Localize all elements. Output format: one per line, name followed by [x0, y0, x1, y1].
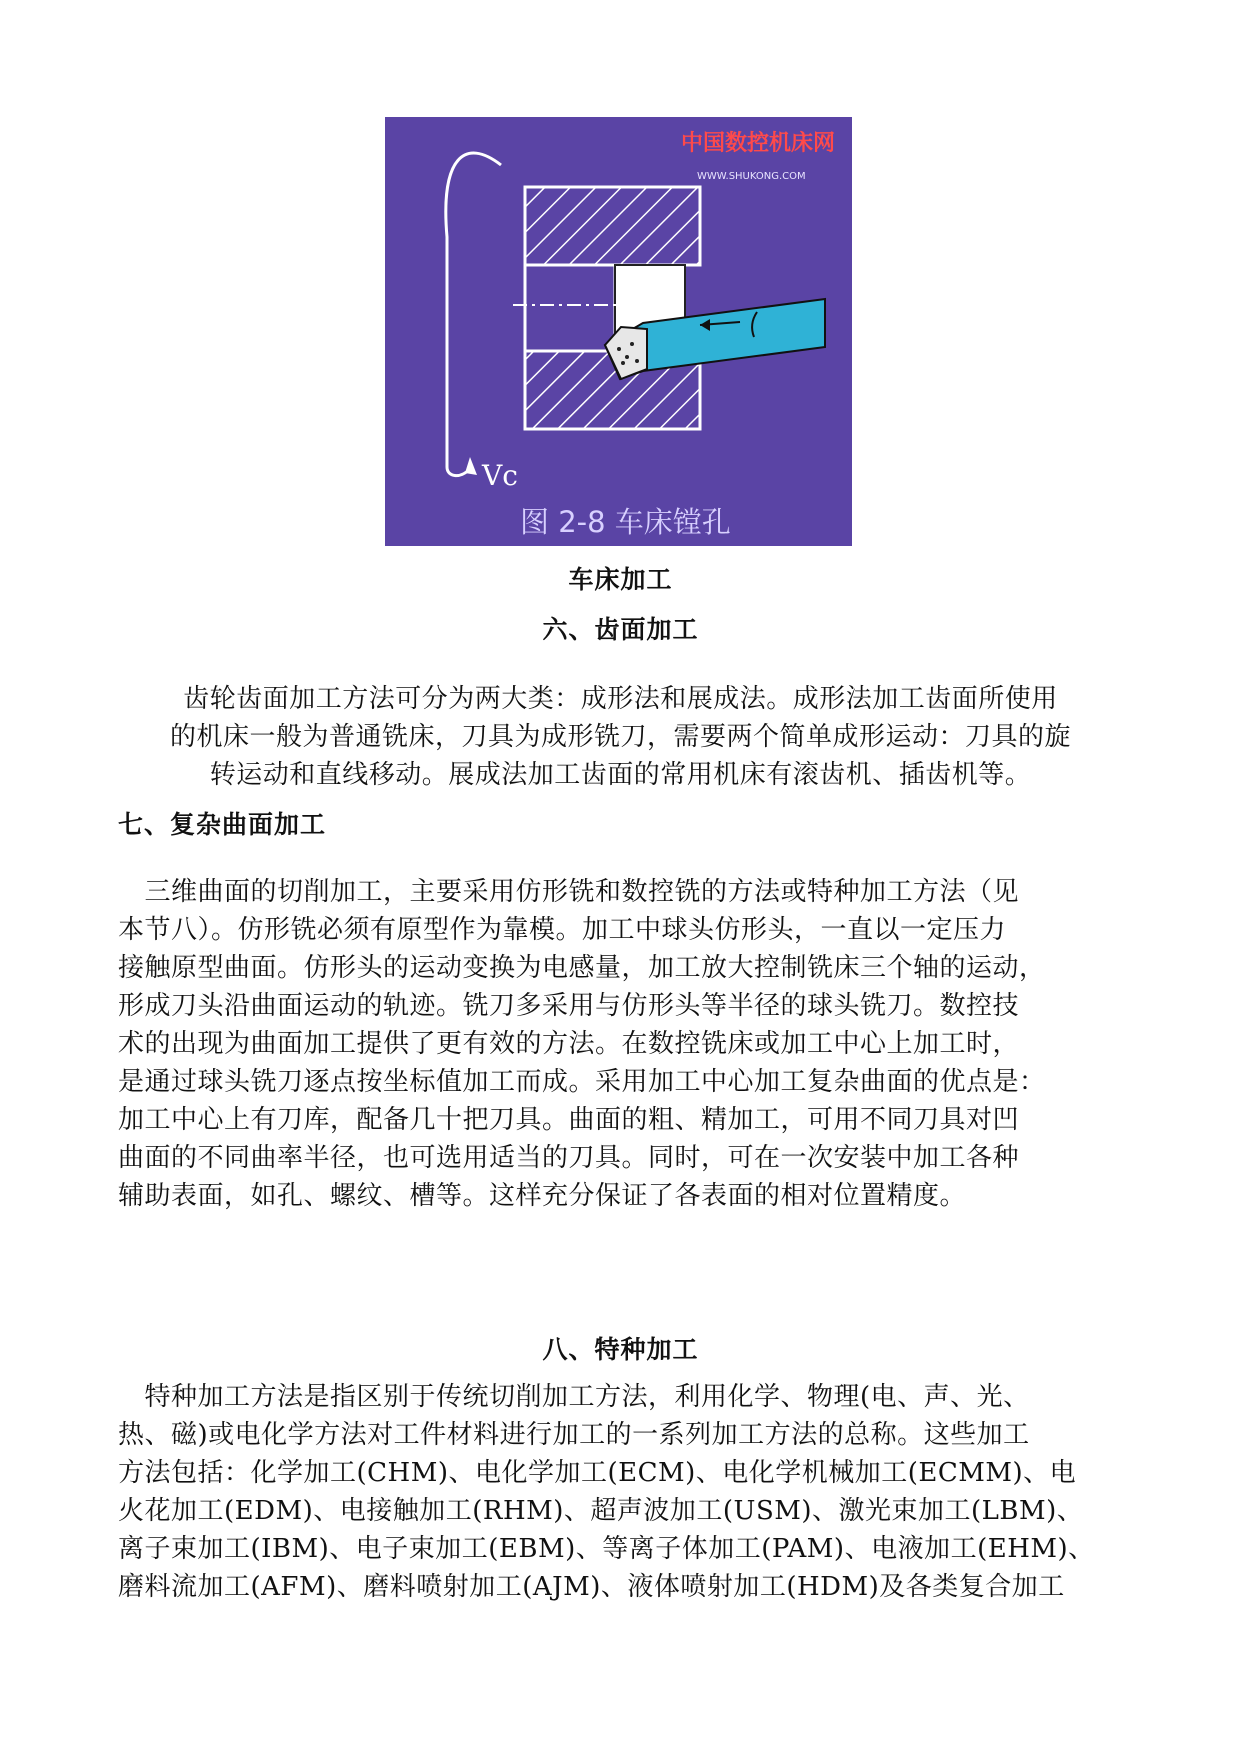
paragraph-line: 磨料流加工(AFM)、磨料喷射加工(AJM)、液体喷射加工(HDM)及各类复合加工 [118, 1572, 1065, 1602]
section8-paragraph [118, 1378, 1128, 1606]
paragraph-line: 齿轮齿面加工方法可分为两大类：成形法和展成法。成形法加工齿面所使用 [183, 684, 1058, 714]
section8-heading: 八、特种加工 [542, 1335, 699, 1364]
paragraph-line: 接触原型曲面。仿形头的运动变换为电感量，加工放大控制铣床三个轴的运动， [118, 953, 1046, 983]
paragraph-line: 火花加工(EDM)、电接触加工(RHM)、超声波加工(USM)、激光束加工(LBM)、 [118, 1496, 1084, 1526]
workpiece [525, 187, 700, 429]
paragraph-line: 是通过球头铣刀逐点按坐标值加工而成。采用加工中心加工复杂曲面的优点是： [118, 1067, 1046, 1097]
paragraph-line: 三维曲面的切削加工，主要采用仿形铣和数控铣的方法或特种加工方法（见 [118, 877, 1020, 907]
paragraph-line: 方法包括：化学加工(CHM)、电化学加工(ECM)、电化学机械加工(ECMM)、电 [118, 1458, 1077, 1488]
figure-caption: 车床加工 [568, 565, 673, 594]
paragraph-line: 热、磁)或电化学方法对工件材料进行加工的一系列加工方法的总称。这些加工 [118, 1420, 1030, 1450]
paragraph-line: 本节八）。仿形铣必须有原型作为靠模。加工中球头仿形头，一直以一定压力 [118, 915, 1007, 945]
paragraph-line: 离子束加工(IBM)、电子束加工(EBM)、等离子体加工(PAM)、电液加工(EHM)、 [118, 1534, 1095, 1564]
paragraph-line: 辅助表面，如孔、螺纹、槽等。这样充分保证了各表面的相对位置精度。 [118, 1181, 967, 1211]
section7-paragraph [118, 873, 1128, 1215]
section6-paragraph [118, 680, 1123, 794]
rotation-arrow [446, 153, 501, 476]
paragraph-line: 转运动和直线移动。展成法加工齿面的常用机床有滚齿机、插齿机等。 [209, 760, 1032, 790]
paragraph-line: 形成刀头沿曲面运动的轨迹。铣刀多采用与仿形头等半径的球头铣刀。数控技 [118, 991, 1020, 1021]
figure-label: 图 2-8 车床镗孔 [520, 505, 731, 539]
paragraph-line: 曲面的不同曲率半径，也可选用适当的刀具。同时，可在一次安装中加工各种 [118, 1143, 1020, 1173]
section7-heading: 七、复杂曲面加工 [118, 810, 327, 839]
paragraph-line: 术的出现为曲面加工提供了更有效的方法。在数控铣床或加工中心上加工时， [118, 1029, 1020, 1059]
paragraph-line: 加工中心上有刀库，配备几十把刀具。曲面的粗、精加工，可用不同刀具对凹 [118, 1105, 1020, 1135]
lathe-boring-figure [385, 117, 852, 546]
section6-heading: 六、齿面加工 [542, 615, 699, 644]
paragraph-line: 特种加工方法是指区别于传统切削加工方法，利用化学、物理(电、声、光、 [118, 1382, 1030, 1412]
paragraph-line: 的机床一般为普通铣床，刀具为成形铣刀，需要两个简单成形运动：刀具的旋 [169, 722, 1071, 752]
vc-label: Vc [482, 459, 518, 492]
logo-text: 中国数控机床网 [681, 131, 836, 156]
logo-subtext: WWW.SHUKONG.COM [697, 171, 806, 182]
